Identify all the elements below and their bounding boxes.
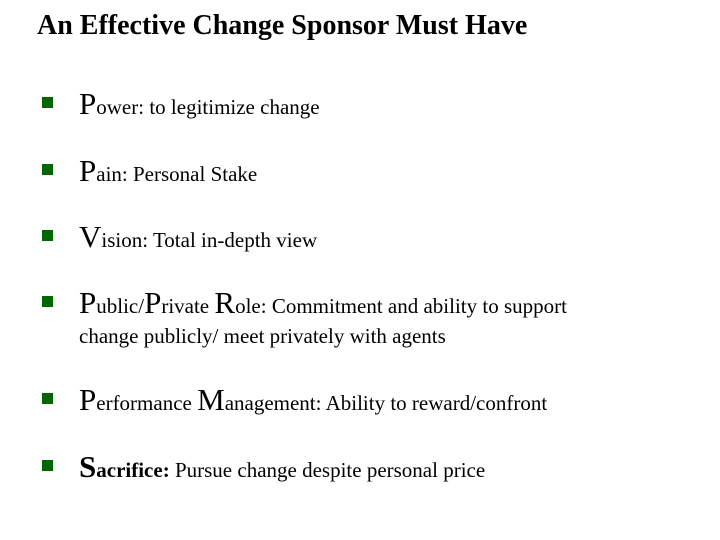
bullet-description: Ability to reward/confront: [321, 391, 548, 415]
bullet-text: [79, 86, 320, 122]
bullet-description-continued: change publicly/ meet privately with agents: [79, 324, 446, 348]
bullet-separator: :: [315, 391, 322, 415]
bullet-initial: V: [79, 219, 102, 254]
bullet-description: Personal Stake: [127, 162, 258, 186]
bullet-keyword: ole: [235, 294, 261, 318]
bullet-initial: P: [79, 285, 97, 320]
bullet-keyword: acrifice: [96, 458, 163, 482]
bullet-initial: P: [144, 285, 162, 320]
bullet-text: [79, 153, 257, 189]
bullet-separator: :: [121, 162, 128, 186]
bullet-initial: P: [79, 86, 97, 121]
square-bullet-icon: [42, 296, 53, 307]
bullet-separator: :: [260, 294, 267, 318]
bullet-keyword: erformance: [96, 391, 198, 415]
bullet-keyword: ain: [96, 162, 122, 186]
bullet-text: [79, 449, 485, 485]
bullet-text: [79, 382, 547, 418]
bullet-keyword: rivate: [161, 294, 215, 318]
bullet-keyword: ublic/: [96, 294, 145, 318]
bullet-initial: P: [79, 153, 97, 188]
square-bullet-icon: [42, 97, 53, 108]
bullet-separator: :: [138, 95, 145, 119]
bullet-separator: :: [142, 228, 149, 252]
bullet-initial: R: [214, 285, 236, 320]
bullet-text: [79, 219, 317, 255]
bullet-text: [79, 285, 567, 321]
square-bullet-icon: [42, 460, 53, 471]
bullet-keyword: ower: [96, 95, 139, 119]
bullet-initial: P: [79, 382, 97, 417]
bullet-description: Total in-depth view: [148, 228, 318, 252]
square-bullet-icon: [42, 393, 53, 404]
bullet-initial: S: [79, 449, 97, 484]
page-title: An Effective Change Sponsor Must Have: [37, 10, 528, 41]
bullet-description: Pursue change despite personal price: [169, 458, 486, 482]
bullet-separator: :: [162, 458, 170, 482]
bullet-description: Commitment and ability to support: [266, 294, 567, 318]
square-bullet-icon: [42, 230, 53, 241]
bullet-description: to legitimize change: [144, 95, 320, 119]
bullet-initial: M: [197, 382, 225, 417]
bullet-keyword: anagement: [224, 391, 316, 415]
bullet-keyword: ision: [101, 228, 143, 252]
square-bullet-icon: [42, 164, 53, 175]
